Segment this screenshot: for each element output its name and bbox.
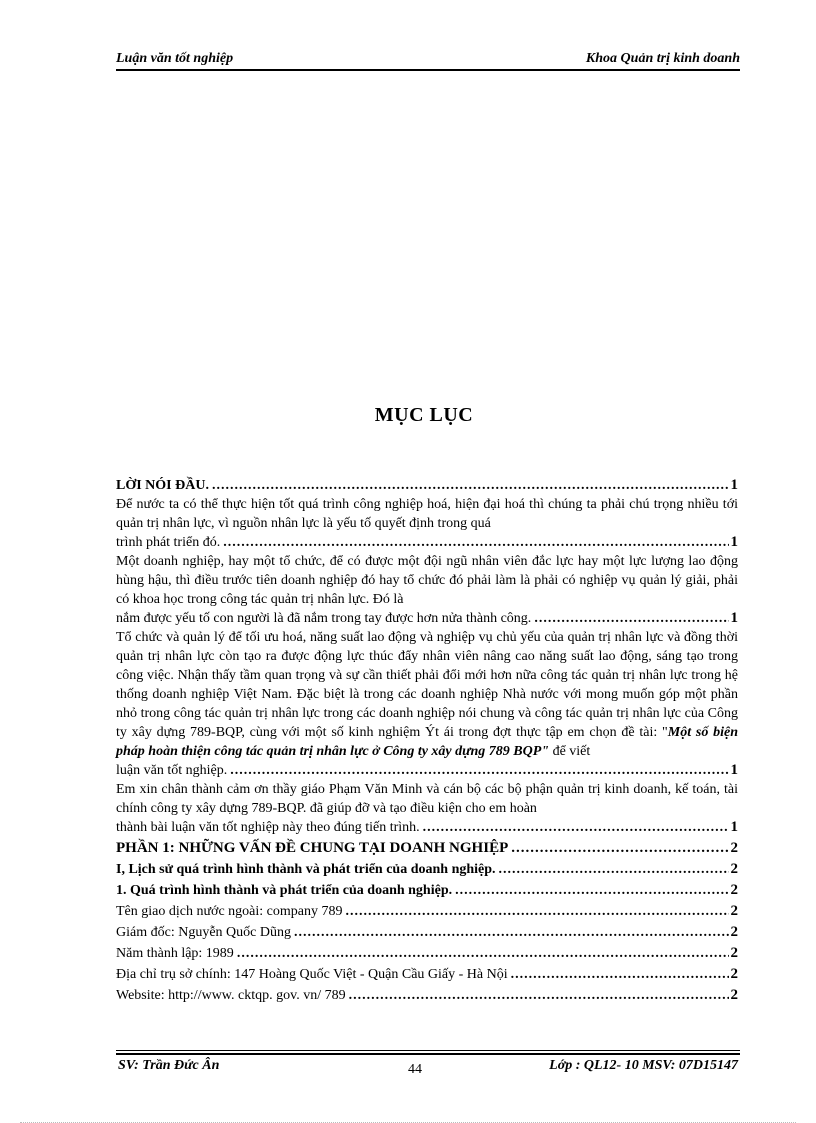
page-header [116, 50, 740, 71]
toc-paragraph [116, 628, 738, 761]
page-footer [116, 1050, 740, 1077]
dot-leader [349, 986, 729, 1005]
dot-leader [346, 902, 729, 921]
toc-paragraph: Để nước ta có thể thực hiện tốt quá trình công nghiệp hoá, hiện đại hoá thì chúng ta phải chú trọng nhiều tới quản trị nhân lực, vì nguồn nhân lực là yếu tố quyết định trong quá [116, 497, 738, 531]
toc-page-number: 1 [730, 534, 738, 550]
toc-paragraph: Em xin chân thành cảm ơn thầy giáo Phạm Văn Minh và cán bộ các bộ phận quản trị kinh doanh, kế toán, tài chính công ty xây dựng 789-BQP. đã giúp đỡ và tạo điều kiện cho em hoàn [116, 782, 738, 816]
dot-leader [223, 533, 728, 552]
toc-page-number: 2 [730, 966, 738, 982]
toc-entry-text: Tên giao dịch nước ngoài: company 789 [116, 904, 343, 919]
thesis-topic: Một số biện pháp hoàn thiện công tác quản trị nhân lực ở Công ty xây dựng 789 BQP" [116, 725, 738, 759]
toc-entry[interactable] [116, 818, 738, 837]
toc-entry-text: thành bài luận văn tốt nghiệp này theo đúng tiến trình. [116, 820, 420, 835]
toc-page-number: 1 [730, 610, 738, 626]
table-of-contents [116, 476, 738, 1005]
toc-entry-part[interactable] [116, 839, 738, 858]
toc-entry[interactable] [116, 533, 738, 552]
paragraph-text: Tổ chức và quản lý để tối ưu hoá, năng suất lao động và nghiệp vụ chủ yếu của quản trị nhân lực và đồng thời quản trị nhân lực còn tạo ra được động lực thúc đẩy nhân viên nâng cao năng suất lao động, sáng tạo trong công việc. Nhận thấy tầm quan trọng và sự cần thiết phải đổi mới hơn nữa công tác quản trị nhân lực trong hệ thống doanh nghiệp Việt Nam. Đặc biệt là trong các doanh nghiệp Nhà nước với mong muốn góp một phần nhỏ trong công tác quản trị nhân lực trong các doanh nghiệp nói chung và công tác quản trị nhân lực của Công ty xây dựng 789-BQP, cùng với một số kinh nghiệm Ýt ái trong đợt thực tập em chọn đề tài: " [116, 630, 738, 740]
dot-leader [511, 839, 728, 858]
toc-entry-text: LỜI NÓI ĐẦU. [116, 478, 209, 493]
dot-leader [534, 609, 728, 628]
toc-entry-text: Năm thành lập: 1989 [116, 946, 234, 961]
dot-leader [212, 476, 729, 495]
toc-entry[interactable] [116, 609, 738, 628]
toc-entry[interactable] [116, 944, 738, 963]
toc-entry-text: nắm được yếu tố con người là đã nắm trong tay được hơn nửa thành công. [116, 611, 532, 626]
dot-leader [230, 761, 728, 780]
dot-leader [294, 923, 729, 942]
header-left: Luận văn tốt nghiệp [116, 51, 234, 66]
toc-entry[interactable] [116, 986, 738, 1005]
toc-page-number: 2 [730, 924, 738, 940]
toc-page-number: 2 [730, 987, 738, 1003]
toc-entry[interactable] [116, 902, 738, 921]
footer-class-info: Lớp : QL12- 10 MSV: 07D15147 [549, 1058, 738, 1073]
dot-leader [423, 818, 729, 837]
header-right: Khoa Quản trị kinh doanh [585, 51, 740, 66]
toc-entry-subsection[interactable] [116, 881, 738, 900]
toc-entry[interactable] [116, 761, 738, 780]
toc-entry[interactable] [116, 923, 738, 942]
toc-page-number: 2 [730, 945, 738, 961]
toc-page-number: 2 [730, 882, 738, 898]
toc-entry-text: luận văn tốt nghiệp. [116, 763, 228, 778]
toc-entry-text: 1. Quá trình hình thành và phát triển của doanh nghiệp. [116, 883, 453, 898]
toc-entry-text: I, Lịch sử quá trình hình thành và phát triển của doanh nghiệp. [116, 862, 496, 877]
toc-entry-text: PHẦN 1: NHỮNG VẤN ĐỀ CHUNG TẠI DOANH NGHIỆP [116, 840, 509, 856]
toc-entry[interactable] [116, 476, 738, 495]
toc-page-number: 2 [730, 903, 738, 919]
toc-page-number: 1 [730, 819, 738, 835]
toc-entry-text: Website: http://www. cktqp. gov. vn/ 789 [116, 988, 346, 1003]
toc-page-number: 1 [730, 762, 738, 778]
footer-rule [116, 1050, 740, 1051]
dot-leader [499, 860, 729, 879]
dot-leader [511, 965, 729, 984]
toc-page-number: 1 [730, 477, 738, 493]
toc-entry-section[interactable] [116, 860, 738, 879]
toc-entry-text: trình phát triển đó. [116, 535, 221, 550]
footer-student: SV: Trần Đức Ân [118, 1058, 220, 1073]
toc-page-number: 2 [730, 861, 738, 877]
toc-entry-text: Giám đốc: Nguyễn Quốc Dũng [116, 925, 291, 940]
toc-paragraph: Một doanh nghiệp, hay một tổ chức, để có được một đội ngũ nhân viên đắc lực hay một lực lượng lao động hùng hậu, thì điều trước tiên doanh nghiệp đó hay tổ chức đó phải làm là phải có nghiệp vụ quản lý giải, phải có khoa học trong công tác quản trị nhân lực. Đó là [116, 554, 738, 607]
toc-page-number: 2 [730, 840, 738, 856]
footer-rule [116, 1053, 740, 1055]
toc-title: MỤC LỤC [374, 404, 474, 426]
paragraph-text: để viết [549, 744, 591, 759]
toc-entry[interactable] [116, 965, 738, 984]
toc-entry-text: Địa chỉ trụ sở chính: 147 Hoàng Quốc Việt - Quận Cầu Giấy - Hà Nội [116, 967, 508, 982]
dot-leader [237, 944, 729, 963]
footer-page-number: 44 [408, 1062, 422, 1077]
dot-leader [455, 881, 728, 900]
